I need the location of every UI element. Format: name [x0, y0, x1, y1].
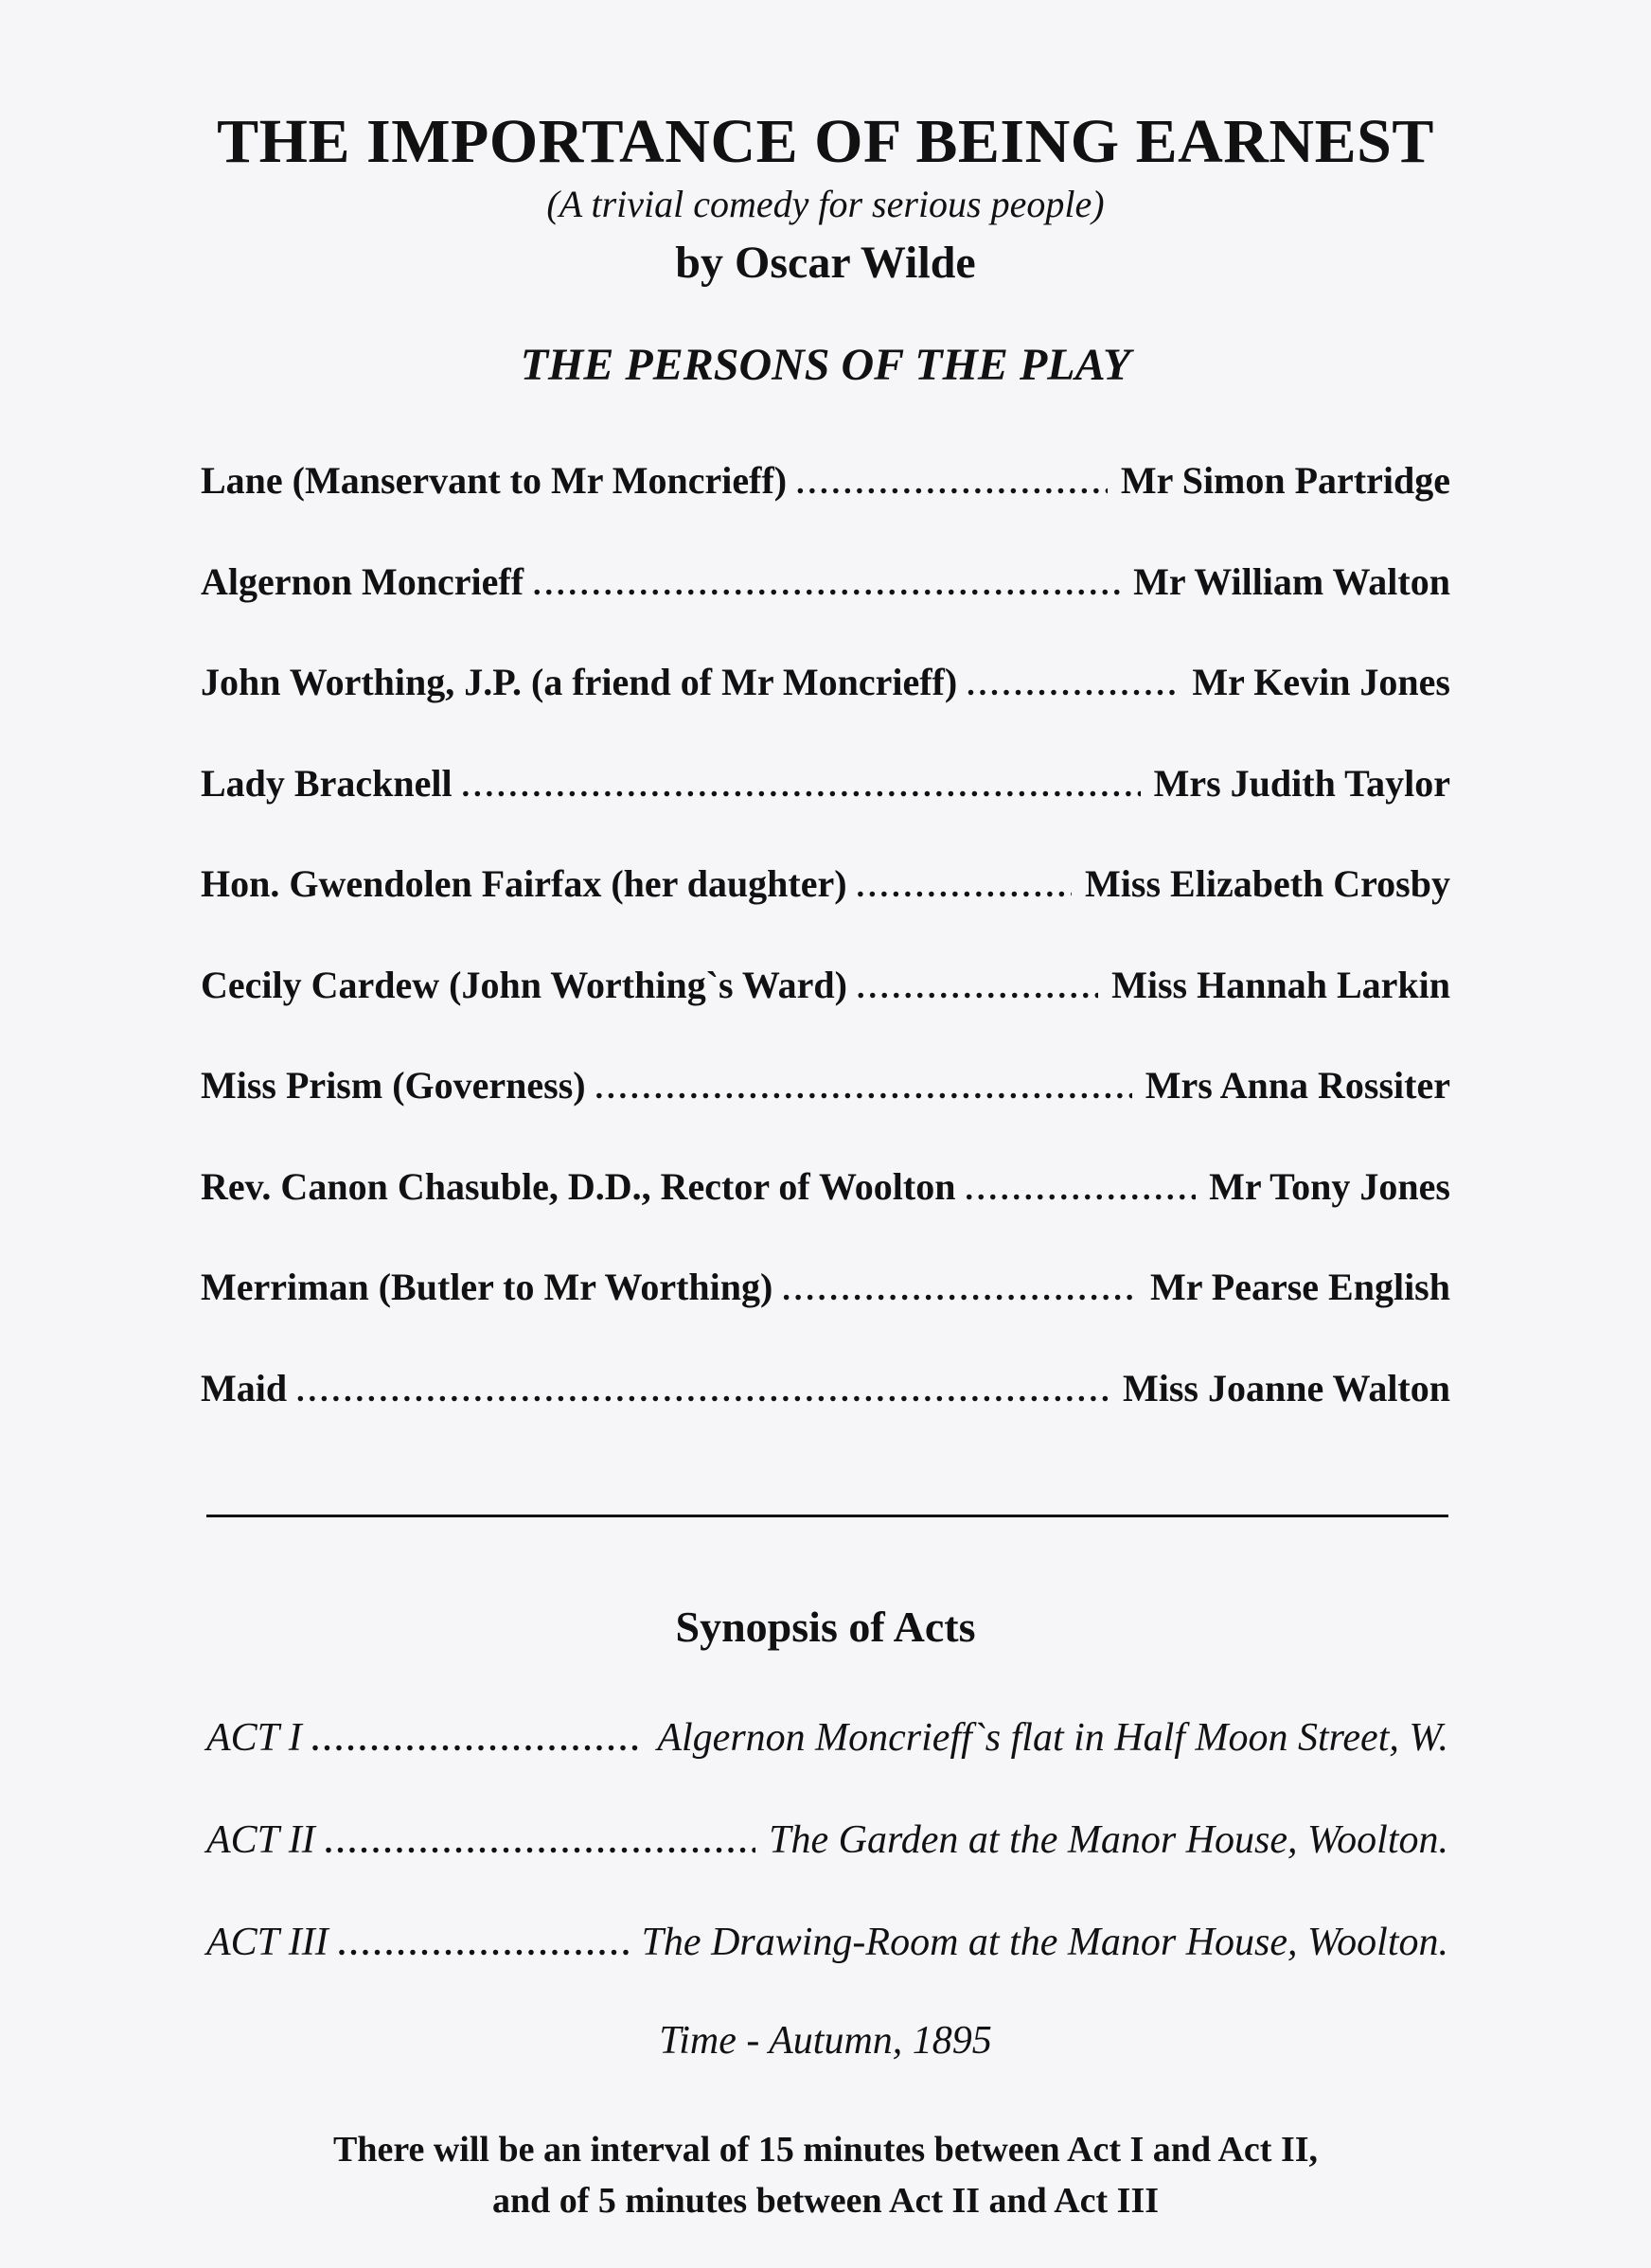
act-label: ACT III: [206, 1921, 328, 1964]
cast-role: Cecily Cardew (John Worthing`s Ward): [201, 963, 847, 1006]
play-time-setting: Time - Autumn, 1895: [659, 2019, 992, 2063]
cast-actor: Mr William Walton: [1133, 559, 1450, 603]
persons-heading: THE PERSONS OF THE PLAY: [520, 340, 1131, 390]
interval-note: [0, 2124, 1651, 2226]
act-place: The Drawing-Room at the Manor House, Woolton.: [641, 1921, 1448, 1964]
interval-line: and of 5 minutes between Act II and Act III: [491, 2181, 1160, 2221]
leader-dots: [782, 1272, 1137, 1308]
cast-actor: Mr Tony Jones: [1209, 1164, 1450, 1208]
leader-dots: [595, 1071, 1132, 1107]
act-row: [206, 1920, 1448, 2022]
cast-actor: Mr Simon Partridge: [1120, 459, 1450, 502]
cast-actor: Miss Elizabeth Crosby: [1085, 862, 1450, 905]
cast-row: [201, 963, 1450, 1064]
cast-row: [201, 1164, 1450, 1266]
cast-role: Rev. Canon Chasuble, D.D., Rector of Woolton: [201, 1164, 956, 1208]
cast-actor: Miss Joanne Walton: [1123, 1366, 1450, 1409]
cast-actor: Mr Pearse English: [1149, 1266, 1450, 1308]
leader-dots: [857, 970, 1098, 1006]
cast-row: [201, 458, 1450, 559]
cast-actor: Mrs Anna Rossiter: [1145, 1064, 1450, 1107]
play-author: by Oscar Wilde: [675, 238, 976, 288]
act-place: The Garden at the Manor House, Woolton.: [769, 1818, 1448, 1862]
section-divider: [206, 1515, 1448, 1517]
synopsis-heading: Synopsis of Acts: [675, 1603, 976, 1651]
cast-row: [201, 660, 1450, 761]
cast-role: Lane (Manservant to Mr Moncrieff): [201, 459, 788, 502]
cast-list: [201, 458, 1450, 1466]
act-label: ACT I: [206, 1716, 302, 1760]
play-title: THE IMPORTANCE OF BEING EARNEST: [217, 107, 1434, 176]
play-subtitle: (A trivial comedy for serious people): [546, 183, 1105, 225]
cast-role: Miss Prism (Governess): [201, 1064, 586, 1107]
cast-role: Merriman (Butler to Mr Worthing): [201, 1266, 773, 1308]
leader-dots: [857, 869, 1072, 905]
cast-row: [201, 1265, 1450, 1366]
cast-row: [201, 1063, 1450, 1164]
leader-dots: [967, 667, 1179, 703]
leader-dots: [325, 1825, 755, 1861]
cast-role: John Worthing, J.P. (a friend of Mr Moncrieff): [201, 661, 958, 703]
leader-dots: [296, 1373, 1110, 1409]
interval-line: There will be an interval of 15 minutes between Act I and Act II,: [332, 2130, 1319, 2170]
leader-dots: [462, 769, 1141, 805]
leader-dots: [338, 1927, 629, 1963]
cast-role: Maid: [201, 1366, 288, 1409]
act-row: [206, 1715, 1448, 1817]
leader-dots: [796, 466, 1108, 502]
act-place: Algernon Moncrieff`s flat in Half Moon Street, W.: [657, 1716, 1448, 1760]
cast-row: [201, 761, 1450, 862]
cast-role: Algernon Moncrieff: [201, 559, 524, 603]
cast-role: Hon. Gwendolen Fairfax (her daughter): [201, 862, 847, 905]
cast-actor: Mr Kevin Jones: [1192, 661, 1450, 703]
act-label: ACT II: [206, 1818, 315, 1862]
leader-dots: [311, 1723, 645, 1759]
cast-actor: Miss Hannah Larkin: [1111, 963, 1450, 1006]
cast-row: [201, 559, 1450, 661]
cast-role: Lady Bracknell: [201, 761, 453, 805]
cast-actor: Mrs Judith Taylor: [1153, 761, 1450, 805]
cast-row: [201, 861, 1450, 963]
cast-row: [201, 1366, 1450, 1467]
leader-dots: [533, 567, 1120, 603]
acts-list: [206, 1715, 1448, 2022]
leader-dots: [965, 1172, 1196, 1208]
act-row: [206, 1817, 1448, 1920]
